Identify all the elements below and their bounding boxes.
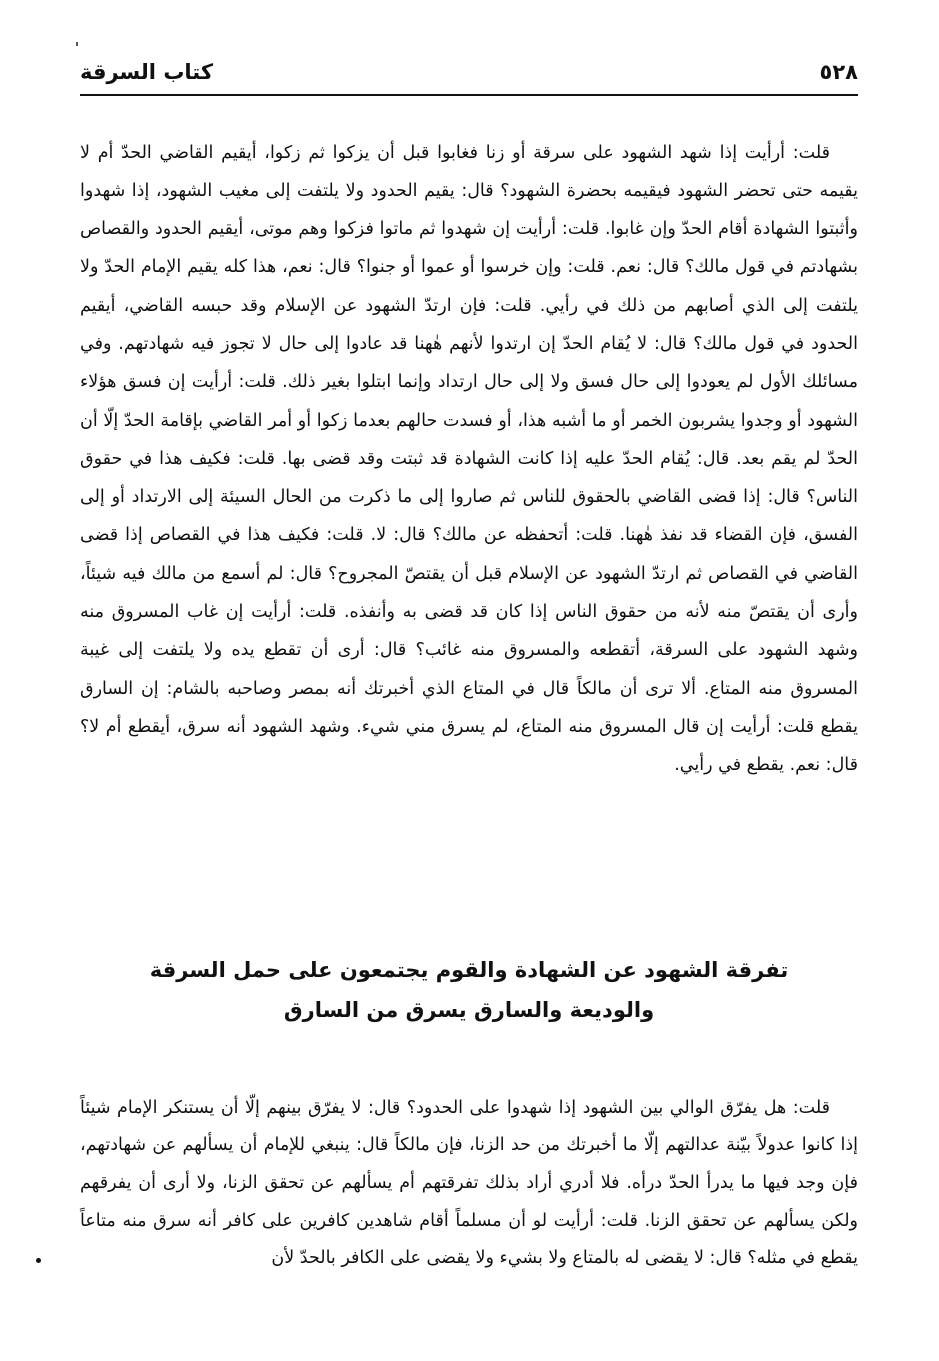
paragraph: قلت: أرأيت إذا شهد الشهود على سرقة أو زنا فغابوا قبل أن يزكوا ثم زكوا، أيقيم القاضي الحدّ أم لا يقيمه حتى تحضر الشهود فيقيمه بحضرة الشهود؟ قال: يقيم الحدود ولا يلتفت إلى مغيب الشهود، إذا شهدوا وأثبتوا الشهادة أقام الحدّ وإن غابوا. قلت: أرأيت إن شهدوا ثم ماتوا فزكوا وهم موتى، أيقيم الحدود والقصاص بشهادتم في قول مالك؟ قال: نعم. قلت: وإن خرسوا أو عموا أو جنوا؟ قال: نعم، هذا كله يقيم الإمام الحدّ ولا يلتفت إلى الذي أصابهم من ذلك في رأيي. قلت: فإن ارتدّ الشهود عن الإسلام وقد حبسه القاضي، أيقيم الحدود في قول مالك؟ قال: لا يُقام الحدّ إن ارتدوا لأنهم هٰهنا قد عادوا إلى حال لا تجوز فيه شهادتهم. وفي مسائلك الأول لم يعودوا إلى حال فسق ولا إلى حال ارتداد وإنما ابتلوا بغير ذلك. قلت: أرأيت إن فسق هؤلاء الشهود أو وجدوا يشربون الخمر أو ما أشبه هذا، أو فسدت حالهم بعدما زكوا أو أمر القاضي بإقامة الحدّ إلّا أن الحدّ لم يقم بعد. قال: يُقام الحدّ عليه إذا كانت الشهادة قد ثبتت وقد قضى بها. قلت: فكيف هذا في حقوق الناس؟ قال: إذا قضى القاضي بالحقوق للناس ثم صاروا إلى ما ذكرت من الحال السيئة إلى الارتداد أو إلى الفسق، فإن القضاء قد نفذ هٰهنا. قلت: أتحفظه عن مالك؟ قال: لا. قلت: فكيف هذا في القصاص إذا قضى القاضي في القصاص ثم ارتدّ الشهود عن الإسلام قبل أن يقتصّ المجروح؟ قال: لم أسمع من مالك فيه شيئاً، وأرى أن يقتصّ منه لأنه من حقوق الناس إذا كان قد قضى به وأنفذه. قلت: أرأيت إن غاب المسروق منه وشهد الشهود على السرقة، أتقطعه والمسروق منه غائب؟ قال: أرى أن تقطع يده ولا يلتفت إلى غيبة المسروق منه المتاع. ألا ترى أن مالكاً قال في المتاع الذي أخبرتك أنه بمصر وصاحبه بالشام: إن السارق يقطع قلت: أرأيت إن قال المسروق منه المتاع، لم يسرق مني شيء. وشهد الشهود أنه سرق، أيقطع أم لا؟ قال: نعم. يقطع في رأيي.: [80, 142, 858, 776]
section-heading-line: تفرقة الشهود عن الشهادة والقوم يجتمعون على حمل السرقة: [149, 958, 789, 982]
paragraph: قلت: هل يفرّق الوالي بين الشهود إذا شهدوا على الحدود؟ قال: لا يفرّق بينهم إلّا أن يستنكر الإمام شيئاً إذا كانوا عدولاً بيّنة عدالتهم إلّا ما أخبرتك من حد الزنا، فإن مالكاً قال: ينبغي للإمام أن يسألهم عن شهادتهم، فإن وجد فيها ما يدرأ الحدّ درأه. فلا أدري أراد بذلك تفرقتهم أم يسألهم عن تحقق الزنا، ولا أرى أن يفرقهم ولكن يسألهم عن تحقق الزنا. قلت: أرأيت لو أن مسلماً أقام شاهدين كافرين على كافر أنه سرق منه متاعاً يقطع في مثله؟ قال: لا يقضى له بالمتاع ولا بشيء ولا يقضى على الكافر بالحدّ لأن: [80, 1097, 858, 1269]
page-header: [80, 58, 858, 90]
scan-speck: [36, 1258, 41, 1263]
header-rule: [80, 94, 858, 96]
running-title: كتاب السرقة: [80, 60, 214, 84]
scan-speck: [76, 42, 78, 46]
section-heading-line: والوديعة والسارق يسرق من السارق: [283, 998, 655, 1022]
page-number: ٥٢٨: [819, 60, 858, 84]
section-heading: [80, 950, 858, 1030]
